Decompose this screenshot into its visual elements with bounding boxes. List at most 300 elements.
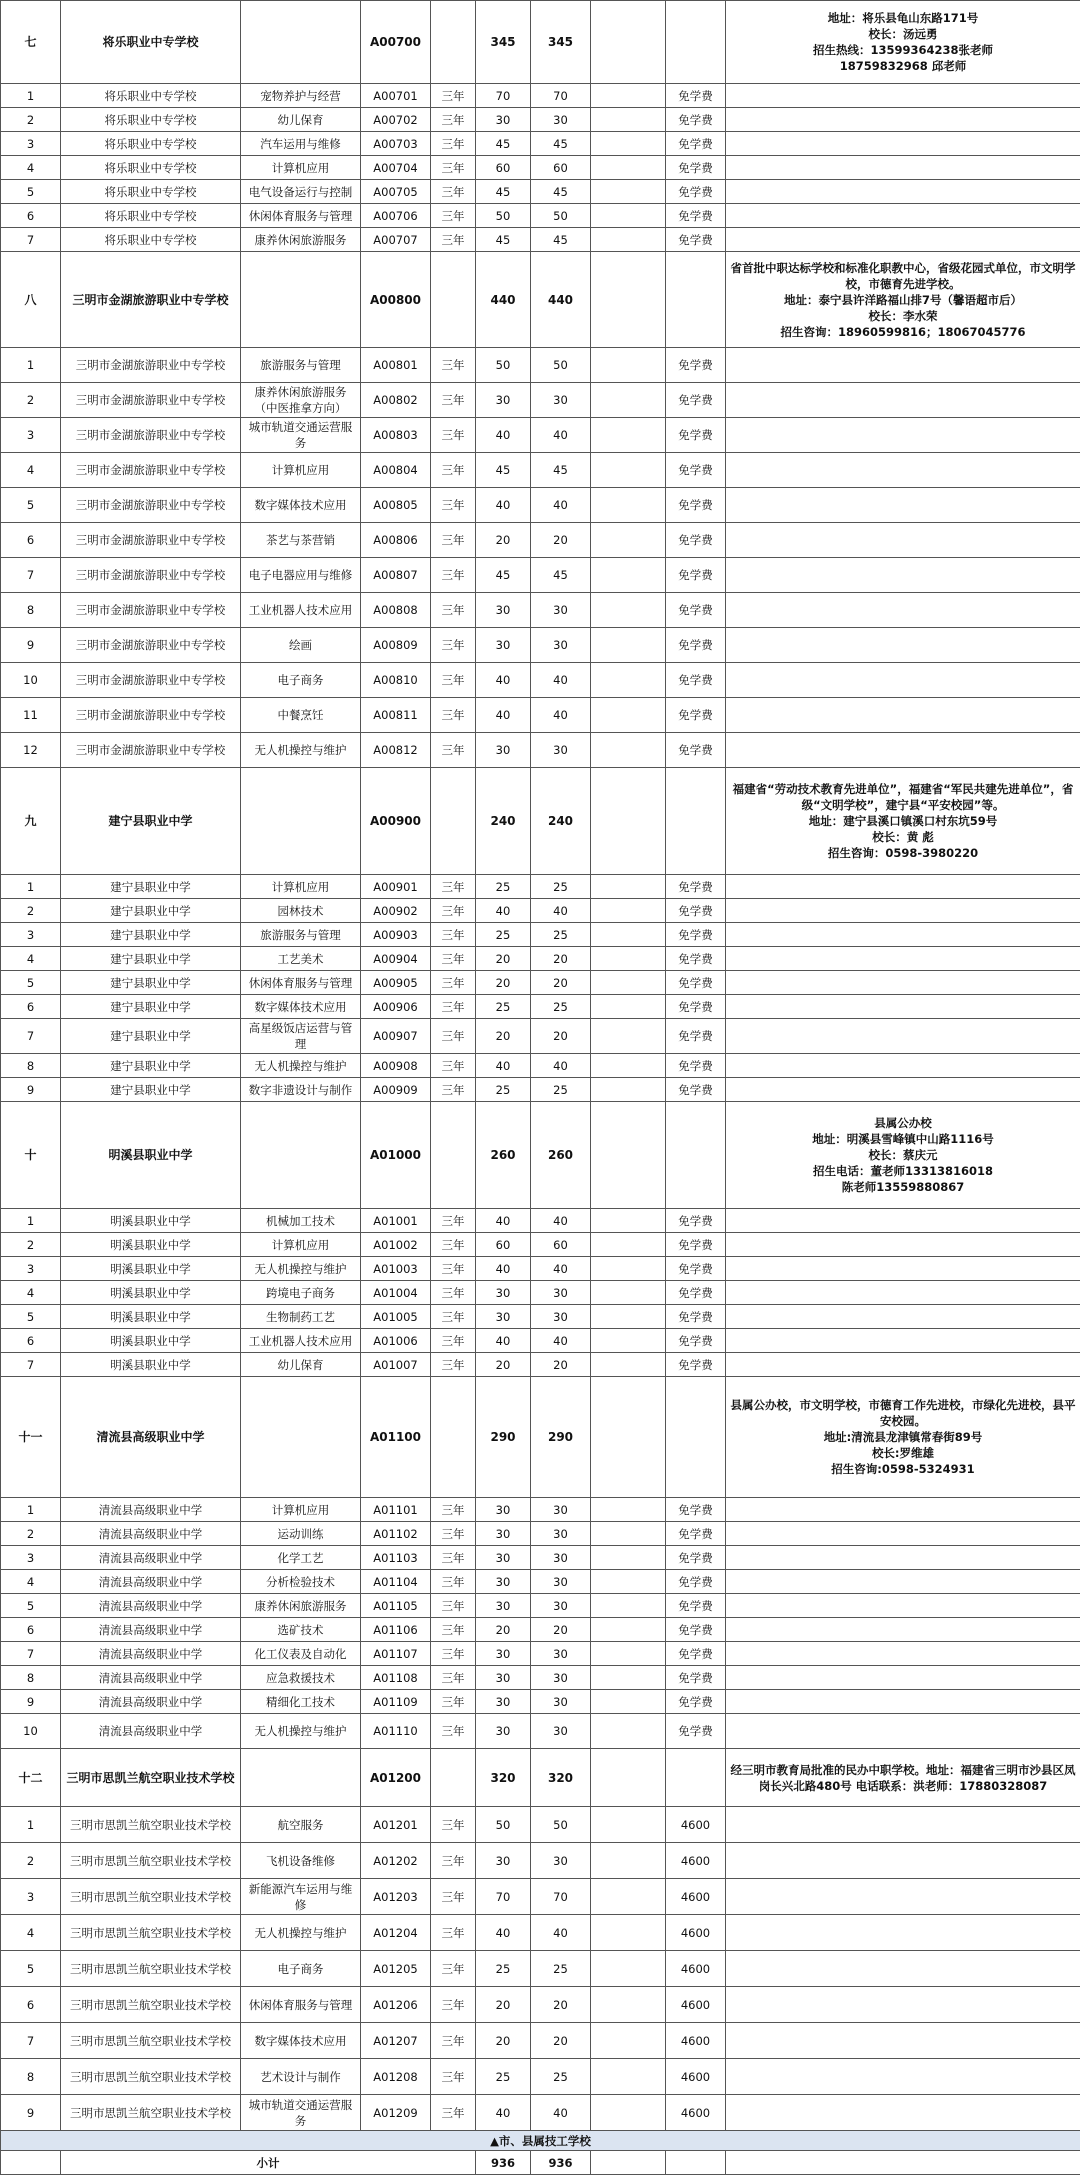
empty-cell <box>666 1 726 84</box>
row-plan: 50 <box>476 348 531 383</box>
row-code: A01208 <box>361 2059 431 2095</box>
row-years: 三年 <box>431 1329 476 1353</box>
school-number: 十二 <box>1 1749 61 1807</box>
row-plan: 25 <box>476 1951 531 1987</box>
row-years: 三年 <box>431 1209 476 1233</box>
row-code: A00909 <box>361 1078 431 1102</box>
row-years: 三年 <box>431 947 476 971</box>
row-major: 宠物养护与经营 <box>241 84 361 108</box>
row-plan: 20 <box>476 947 531 971</box>
empty-cell <box>591 453 666 488</box>
school-note: 地址：将乐县龟山东路171号 校长：汤远勇 招生热线：13599364238张老师 18759832968 邱老师 <box>726 1 1080 84</box>
row-school-name: 清流县高级职业中学 <box>61 1498 241 1522</box>
row-years: 三年 <box>431 1666 476 1690</box>
empty-cell <box>726 875 1080 899</box>
empty-cell <box>726 995 1080 1019</box>
school-code: A01000 <box>361 1102 431 1209</box>
table-row <box>1 2095 1080 2131</box>
empty-cell <box>591 1843 666 1879</box>
empty-cell <box>591 1281 666 1305</box>
row-plan: 20 <box>476 971 531 995</box>
empty-cell <box>726 1690 1080 1714</box>
row-plan: 30 <box>476 1843 531 1879</box>
empty-cell <box>431 1749 476 1807</box>
school-number: 七 <box>1 1 61 84</box>
row-plan-2: 70 <box>531 84 591 108</box>
row-years: 三年 <box>431 348 476 383</box>
row-fee: 免学费 <box>666 1257 726 1281</box>
row-years: 三年 <box>431 383 476 418</box>
row-plan: 30 <box>476 593 531 628</box>
row-number: 5 <box>1 1594 61 1618</box>
empty-cell <box>726 1807 1080 1843</box>
row-plan: 25 <box>476 1078 531 1102</box>
empty-cell <box>726 180 1080 204</box>
row-major: 工业机器人技术应用 <box>241 593 361 628</box>
row-plan: 70 <box>476 84 531 108</box>
row-number: 2 <box>1 1233 61 1257</box>
row-code: A00812 <box>361 733 431 768</box>
table-row <box>1 1714 1080 1749</box>
empty-cell <box>591 1102 666 1209</box>
row-major: 无人机操控与维护 <box>241 1257 361 1281</box>
empty-cell <box>591 1951 666 1987</box>
empty-cell <box>591 875 666 899</box>
row-major: 汽车运用与维修 <box>241 132 361 156</box>
table-row <box>1 418 1080 453</box>
school-plan-2: 290 <box>531 1377 591 1498</box>
row-years: 三年 <box>431 558 476 593</box>
row-major: 应急救援技术 <box>241 1666 361 1690</box>
row-plan-2: 25 <box>531 995 591 1019</box>
row-number: 9 <box>1 1078 61 1102</box>
empty-cell <box>591 593 666 628</box>
row-major: 化工仪表及自动化 <box>241 1642 361 1666</box>
row-plan: 40 <box>476 488 531 523</box>
row-major: 城市轨道交通运营服务 <box>241 418 361 453</box>
empty-cell <box>591 1666 666 1690</box>
row-number: 3 <box>1 1879 61 1915</box>
row-plan: 30 <box>476 1642 531 1666</box>
row-school-name: 建宁县职业中学 <box>61 947 241 971</box>
row-number: 5 <box>1 1951 61 1987</box>
school-note: 福建省“劳动技术教育先进单位”，福建省“军民共建先进单位”，省级“文明学校”，建宁县“平安校园”等。 地址：建宁县溪口镇溪口村东坑59号 校长：黄 彪 招生咨询：0598-3980220 <box>726 768 1080 875</box>
empty-cell <box>726 1618 1080 1642</box>
row-plan-2: 30 <box>531 1570 591 1594</box>
table-row <box>1 1879 1080 1915</box>
table-row <box>1 1305 1080 1329</box>
row-school-name: 三明市金湖旅游职业中专学校 <box>61 698 241 733</box>
row-plan: 30 <box>476 1690 531 1714</box>
empty-cell <box>726 1879 1080 1915</box>
row-code: A00808 <box>361 593 431 628</box>
row-school-name: 将乐职业中专学校 <box>61 132 241 156</box>
school-plan-2: 260 <box>531 1102 591 1209</box>
row-plan: 30 <box>476 1546 531 1570</box>
empty-cell <box>726 1257 1080 1281</box>
row-plan: 25 <box>476 923 531 947</box>
empty-cell <box>726 156 1080 180</box>
empty-cell <box>591 156 666 180</box>
row-years: 三年 <box>431 1987 476 2023</box>
table-row <box>1 593 1080 628</box>
row-number: 3 <box>1 418 61 453</box>
row-major: 休闲体育服务与管理 <box>241 971 361 995</box>
empty-cell <box>591 663 666 698</box>
school-name: 三明市思凯兰航空职业技术学校 <box>61 1749 241 1807</box>
row-years: 三年 <box>431 593 476 628</box>
school-name: 建宁县职业中学 <box>61 768 241 875</box>
empty-cell <box>591 1807 666 1843</box>
row-plan-2: 20 <box>531 1987 591 2023</box>
row-school-name: 三明市金湖旅游职业中专学校 <box>61 453 241 488</box>
row-fee: 免学费 <box>666 1078 726 1102</box>
empty-cell <box>591 1749 666 1807</box>
table-row <box>1 1257 1080 1281</box>
row-fee: 免学费 <box>666 156 726 180</box>
table-row <box>1 180 1080 204</box>
row-major: 分析检验技术 <box>241 1570 361 1594</box>
row-number: 9 <box>1 2095 61 2131</box>
row-school-name: 明溪县职业中学 <box>61 1281 241 1305</box>
empty-cell <box>726 971 1080 995</box>
row-code: A00704 <box>361 156 431 180</box>
empty-cell <box>726 1915 1080 1951</box>
row-number: 3 <box>1 923 61 947</box>
table-row <box>1 1618 1080 1642</box>
empty-cell <box>726 1078 1080 1102</box>
row-plan: 30 <box>476 383 531 418</box>
row-code: A00904 <box>361 947 431 971</box>
school-note: 省首批中职达标学校和标准化职教中心，省级花园式单位，市文明学校，市德育先进学校。 地址：泰宁县许洋路福山排7号（馨语超市后） 校长：李水荣 招生咨询：18960599816；18067045776 <box>726 252 1080 348</box>
row-code: A00810 <box>361 663 431 698</box>
empty-cell <box>666 1377 726 1498</box>
row-code: A00705 <box>361 180 431 204</box>
empty-cell <box>591 2059 666 2095</box>
row-years: 三年 <box>431 228 476 252</box>
table-row <box>1 923 1080 947</box>
empty-cell <box>431 1 476 84</box>
row-code: A00703 <box>361 132 431 156</box>
row-fee: 免学费 <box>666 1209 726 1233</box>
row-major: 园林技术 <box>241 899 361 923</box>
row-major: 无人机操控与维护 <box>241 1714 361 1749</box>
row-major: 跨境电子商务 <box>241 1281 361 1305</box>
row-number: 2 <box>1 1843 61 1879</box>
row-school-name: 清流县高级职业中学 <box>61 1522 241 1546</box>
row-plan-2: 30 <box>531 1281 591 1305</box>
empty-cell <box>591 108 666 132</box>
row-major: 中餐烹饪 <box>241 698 361 733</box>
empty-cell <box>591 1498 666 1522</box>
row-plan: 30 <box>476 1305 531 1329</box>
row-plan-2: 70 <box>531 1879 591 1915</box>
row-number: 9 <box>1 1690 61 1714</box>
empty-cell <box>726 899 1080 923</box>
row-plan: 50 <box>476 204 531 228</box>
empty-cell <box>726 84 1080 108</box>
row-code: A01205 <box>361 1951 431 1987</box>
row-fee: 免学费 <box>666 1305 726 1329</box>
empty-cell <box>726 1594 1080 1618</box>
school-number: 十一 <box>1 1377 61 1498</box>
row-major: 电气设备运行与控制 <box>241 180 361 204</box>
table-row <box>1 1329 1080 1353</box>
row-code: A00905 <box>361 971 431 995</box>
school-plan: 440 <box>476 252 531 348</box>
row-plan-2: 40 <box>531 698 591 733</box>
empty-cell <box>726 1642 1080 1666</box>
empty-cell <box>726 663 1080 698</box>
row-school-name: 三明市思凯兰航空职业技术学校 <box>61 1987 241 2023</box>
row-plan-2: 20 <box>531 2023 591 2059</box>
empty-cell <box>591 1522 666 1546</box>
row-number: 1 <box>1 875 61 899</box>
school-plan: 345 <box>476 1 531 84</box>
row-number: 10 <box>1 1714 61 1749</box>
row-fee: 免学费 <box>666 923 726 947</box>
empty-cell <box>591 768 666 875</box>
row-school-name: 三明市金湖旅游职业中专学校 <box>61 348 241 383</box>
row-code: A01005 <box>361 1305 431 1329</box>
row-plan: 25 <box>476 995 531 1019</box>
row-school-name: 清流县高级职业中学 <box>61 1594 241 1618</box>
table-row <box>1 1987 1080 2023</box>
row-school-name: 三明市思凯兰航空职业技术学校 <box>61 2095 241 2131</box>
empty-cell <box>1 2151 61 2175</box>
empty-cell <box>591 698 666 733</box>
section-title: ▲市、县属技工学校 <box>1 2131 1080 2151</box>
row-number: 2 <box>1 899 61 923</box>
table-row <box>1 204 1080 228</box>
row-code: A00707 <box>361 228 431 252</box>
row-major: 精细化工技术 <box>241 1690 361 1714</box>
subtotal-plan-2: 936 <box>531 2151 591 2175</box>
empty-cell <box>591 1305 666 1329</box>
school-row <box>1 1749 1080 1807</box>
row-fee: 免学费 <box>666 1019 726 1054</box>
empty-cell <box>726 1305 1080 1329</box>
row-plan-2: 30 <box>531 1843 591 1879</box>
row-plan: 40 <box>476 1915 531 1951</box>
row-years: 三年 <box>431 1019 476 1054</box>
row-school-name: 明溪县职业中学 <box>61 1233 241 1257</box>
row-plan-2: 45 <box>531 453 591 488</box>
row-code: A00702 <box>361 108 431 132</box>
school-row <box>1 1377 1080 1498</box>
row-number: 1 <box>1 1209 61 1233</box>
row-code: A00802 <box>361 383 431 418</box>
empty-cell <box>726 453 1080 488</box>
row-school-name: 明溪县职业中学 <box>61 1305 241 1329</box>
row-years: 三年 <box>431 1498 476 1522</box>
empty-cell <box>591 995 666 1019</box>
empty-cell <box>241 1 361 84</box>
row-number: 5 <box>1 488 61 523</box>
row-code: A00903 <box>361 923 431 947</box>
row-plan-2: 40 <box>531 418 591 453</box>
row-number: 5 <box>1 1305 61 1329</box>
row-major: 艺术设计与制作 <box>241 2059 361 2095</box>
row-major: 化学工艺 <box>241 1546 361 1570</box>
row-fee: 免学费 <box>666 899 726 923</box>
row-number: 4 <box>1 947 61 971</box>
empty-cell <box>666 252 726 348</box>
row-plan-2: 20 <box>531 971 591 995</box>
row-plan-2: 60 <box>531 1233 591 1257</box>
row-code: A00807 <box>361 558 431 593</box>
row-plan: 40 <box>476 2095 531 2131</box>
row-number: 5 <box>1 971 61 995</box>
row-plan-2: 40 <box>531 1915 591 1951</box>
row-school-name: 将乐职业中专学校 <box>61 84 241 108</box>
row-plan: 30 <box>476 1666 531 1690</box>
empty-cell <box>726 1209 1080 1233</box>
row-major: 无人机操控与维护 <box>241 733 361 768</box>
table-row <box>1 1054 1080 1078</box>
row-number: 3 <box>1 132 61 156</box>
empty-cell <box>591 1618 666 1642</box>
empty-cell <box>591 523 666 558</box>
row-plan-2: 25 <box>531 2059 591 2095</box>
row-code: A01104 <box>361 1570 431 1594</box>
table-row <box>1 1522 1080 1546</box>
row-major: 航空服务 <box>241 1807 361 1843</box>
empty-cell <box>591 228 666 252</box>
row-fee: 免学费 <box>666 488 726 523</box>
row-plan: 40 <box>476 418 531 453</box>
row-years: 三年 <box>431 971 476 995</box>
school-plan: 240 <box>476 768 531 875</box>
row-fee: 免学费 <box>666 1054 726 1078</box>
row-school-name: 清流县高级职业中学 <box>61 1642 241 1666</box>
row-major: 运动训练 <box>241 1522 361 1546</box>
school-code: A00900 <box>361 768 431 875</box>
row-major: 计算机应用 <box>241 1498 361 1522</box>
empty-cell <box>591 1570 666 1594</box>
row-plan: 20 <box>476 523 531 558</box>
empty-cell <box>666 1749 726 1807</box>
row-fee: 免学费 <box>666 1570 726 1594</box>
row-number: 7 <box>1 1353 61 1377</box>
table-row <box>1 947 1080 971</box>
row-years: 三年 <box>431 1690 476 1714</box>
school-note: 县属公办校 地址：明溪县雪峰镇中山路1116号 校长：蔡庆元 招生电话：董老师13313816018 陈老师13559880867 <box>726 1102 1080 1209</box>
table-row <box>1 1281 1080 1305</box>
empty-cell <box>591 1019 666 1054</box>
row-school-name: 三明市金湖旅游职业中专学校 <box>61 628 241 663</box>
row-major: 幼儿保育 <box>241 1353 361 1377</box>
empty-cell <box>431 252 476 348</box>
row-code: A00902 <box>361 899 431 923</box>
table-row <box>1 383 1080 418</box>
row-plan-2: 30 <box>531 1305 591 1329</box>
row-plan-2: 40 <box>531 1329 591 1353</box>
row-code: A01006 <box>361 1329 431 1353</box>
row-fee: 4600 <box>666 2059 726 2095</box>
row-major: 飞机设备维修 <box>241 1843 361 1879</box>
school-plan-2: 320 <box>531 1749 591 1807</box>
row-plan-2: 40 <box>531 663 591 698</box>
row-school-name: 清流县高级职业中学 <box>61 1618 241 1642</box>
school-name: 将乐职业中专学校 <box>61 1 241 84</box>
row-number: 7 <box>1 558 61 593</box>
empty-cell <box>591 1714 666 1749</box>
row-major: 电子商务 <box>241 663 361 698</box>
school-plan: 260 <box>476 1102 531 1209</box>
row-fee: 免学费 <box>666 947 726 971</box>
row-major: 康养休闲旅游服务（中医推拿方向） <box>241 383 361 418</box>
row-plan-2: 45 <box>531 180 591 204</box>
table-row <box>1 156 1080 180</box>
row-code: A00811 <box>361 698 431 733</box>
row-plan-2: 25 <box>531 923 591 947</box>
row-school-name: 将乐职业中专学校 <box>61 108 241 132</box>
row-years: 三年 <box>431 628 476 663</box>
row-fee: 免学费 <box>666 995 726 1019</box>
row-fee: 免学费 <box>666 108 726 132</box>
row-major: 计算机应用 <box>241 1233 361 1257</box>
row-fee: 免学费 <box>666 593 726 628</box>
subtotal-plan: 936 <box>476 2151 531 2175</box>
empty-cell <box>726 923 1080 947</box>
row-school-name: 建宁县职业中学 <box>61 923 241 947</box>
empty-cell <box>726 383 1080 418</box>
row-fee: 免学费 <box>666 1714 726 1749</box>
table-row <box>1 1570 1080 1594</box>
row-code: A01209 <box>361 2095 431 2131</box>
empty-cell <box>726 1546 1080 1570</box>
row-plan: 30 <box>476 1714 531 1749</box>
row-major: 幼儿保育 <box>241 108 361 132</box>
row-fee: 4600 <box>666 2095 726 2131</box>
row-code: A00701 <box>361 84 431 108</box>
row-school-name: 建宁县职业中学 <box>61 875 241 899</box>
row-code: A00901 <box>361 875 431 899</box>
row-code: A01001 <box>361 1209 431 1233</box>
row-fee: 免学费 <box>666 204 726 228</box>
row-number: 7 <box>1 2023 61 2059</box>
table-body <box>1 1 1080 2175</box>
empty-cell <box>591 1233 666 1257</box>
empty-cell <box>726 108 1080 132</box>
row-major: 计算机应用 <box>241 156 361 180</box>
row-number: 6 <box>1 995 61 1019</box>
table-row <box>1 1594 1080 1618</box>
row-plan-2: 60 <box>531 156 591 180</box>
row-school-name: 三明市思凯兰航空职业技术学校 <box>61 1879 241 1915</box>
row-years: 三年 <box>431 132 476 156</box>
empty-cell <box>726 593 1080 628</box>
row-fee: 4600 <box>666 1915 726 1951</box>
row-code: A00908 <box>361 1054 431 1078</box>
table-row <box>1 733 1080 768</box>
empty-cell <box>591 383 666 418</box>
row-plan-2: 45 <box>531 558 591 593</box>
empty-cell <box>591 2151 666 2175</box>
row-fee: 免学费 <box>666 453 726 488</box>
empty-cell <box>591 84 666 108</box>
row-years: 三年 <box>431 1879 476 1915</box>
row-plan-2: 20 <box>531 947 591 971</box>
row-plan: 30 <box>476 1522 531 1546</box>
row-school-name: 清流县高级职业中学 <box>61 1666 241 1690</box>
row-number: 1 <box>1 348 61 383</box>
row-years: 三年 <box>431 84 476 108</box>
table-row <box>1 875 1080 899</box>
empty-cell <box>726 628 1080 663</box>
empty-cell <box>591 132 666 156</box>
